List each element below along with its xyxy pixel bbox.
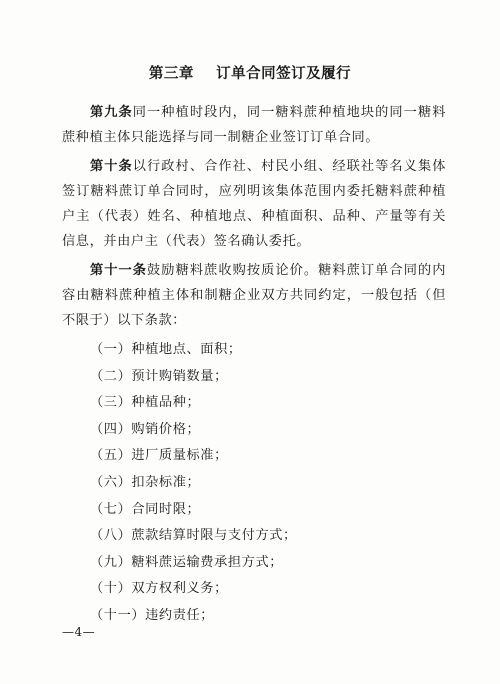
article-label: 第十条 <box>90 159 133 174</box>
article-9 <box>62 100 446 150</box>
list-item: （七）合同时限； <box>90 501 201 517</box>
document-body <box>62 100 446 630</box>
list-item: （十）双方权利义务； <box>90 581 228 597</box>
list-item: （二）预计购销数量； <box>90 368 228 384</box>
article-label: 第九条 <box>90 105 133 120</box>
article-text: 同一种植时段内，同一糖料蔗种植地块的同一糖料蔗种植主体只能选择与同一制糖企业签订订单合同。 <box>62 105 446 145</box>
list-item: （九）糖料蔗运输费承担方式； <box>90 554 284 570</box>
list-item: （五）进厂质量标准； <box>90 448 228 464</box>
list-item: （八）蔗款结算时限与支付方式； <box>90 528 297 544</box>
article-10 <box>62 154 446 254</box>
chapter-title: 第三章 订单合同签订及履行 <box>148 66 352 82</box>
list-item: （六）扣杂标准； <box>90 474 201 490</box>
list-item: （四）购销价格； <box>90 421 201 437</box>
page-number: —4— <box>62 625 96 639</box>
clause-list <box>62 337 446 630</box>
list-item: （十一）违约责任； <box>90 607 215 623</box>
article-text: 鼓励糖料蔗收购按质论价。糖料蔗订单合同的内容由糖料蔗种植主体和制糖企业双方共同约定，一般包括（但不限于）以下条款： <box>62 263 446 328</box>
list-item: （一）种植地点、面积； <box>90 342 242 357</box>
article-label: 第十一条 <box>90 263 148 278</box>
article-text: 以行政村、合作社、村民小组、经联社等名义集体签订糖料蔗订单合同时，应列明该集体范围内委托糖料蔗种植户主（代表）姓名、种植地点、种植面积、品种、产量等有关信息，并由户主（代表）签名确认委托。 <box>62 159 446 249</box>
list-item: （三）种植品种； <box>90 395 201 411</box>
article-11 <box>62 258 446 333</box>
